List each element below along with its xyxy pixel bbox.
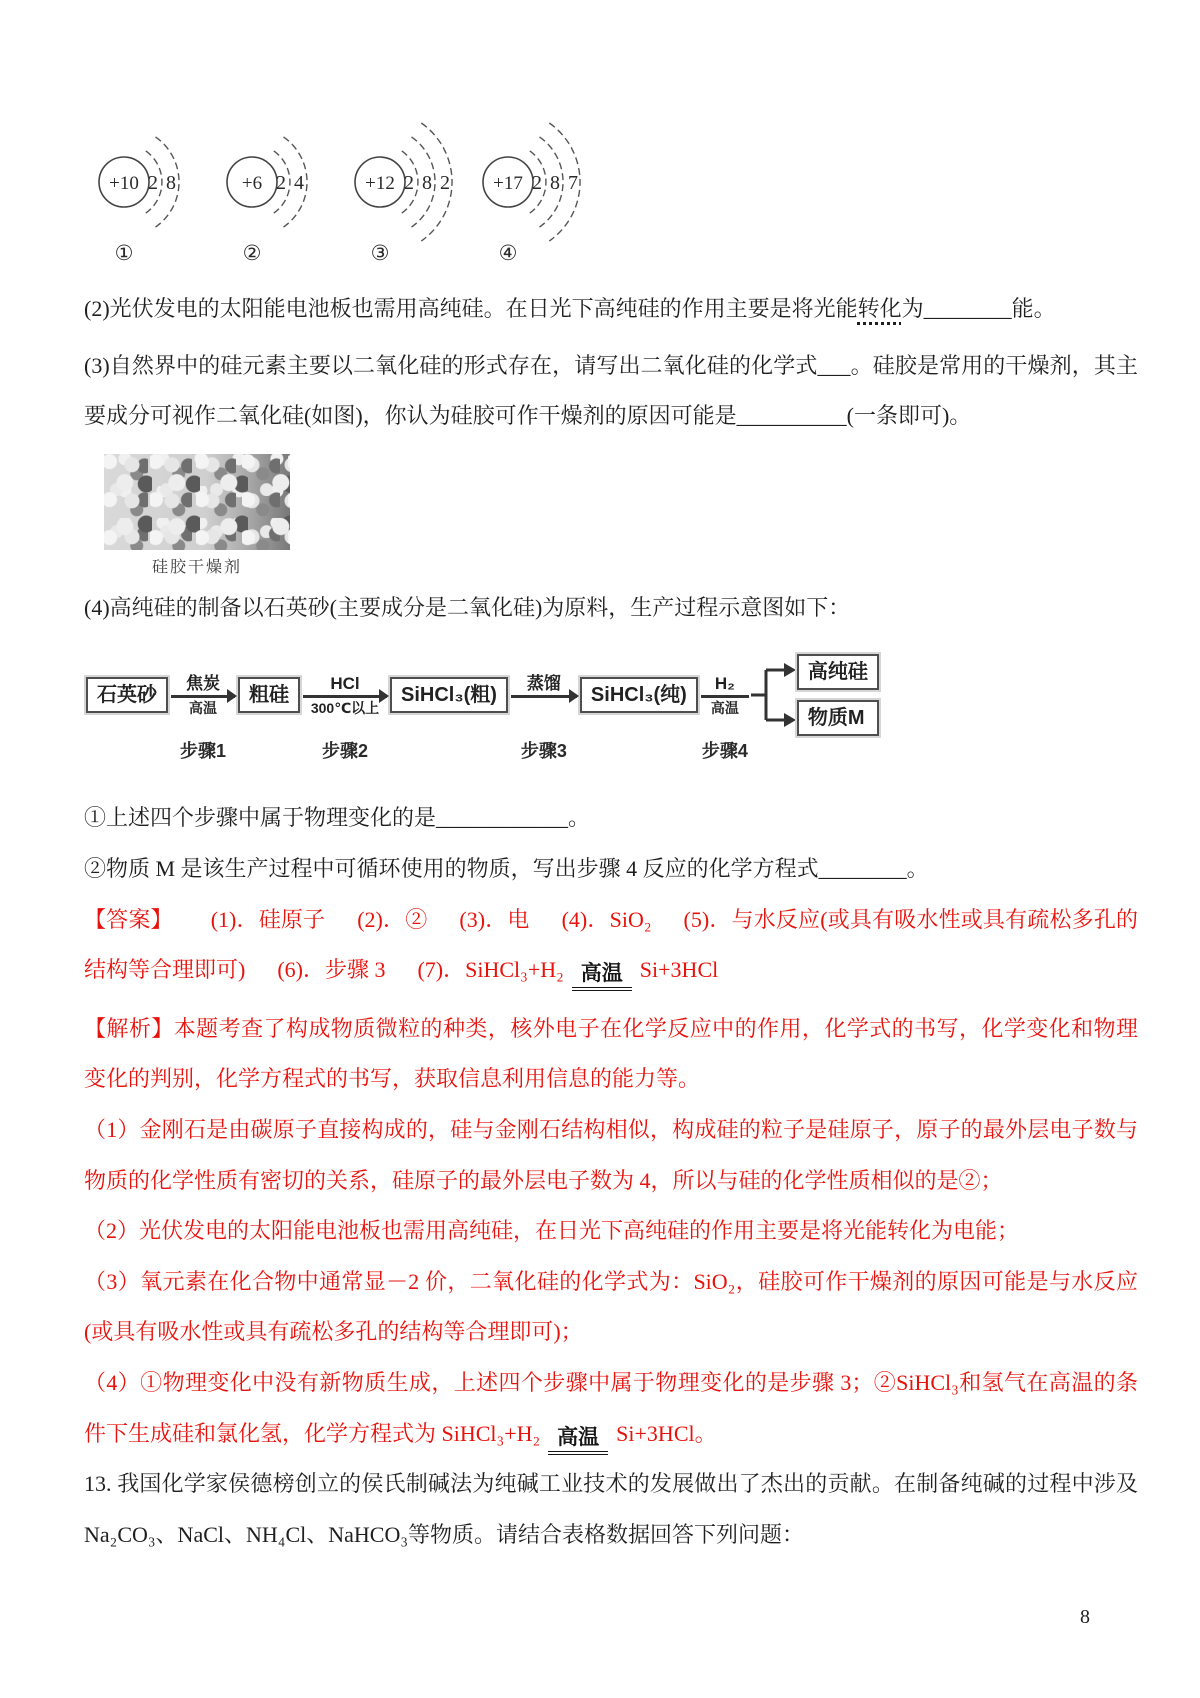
atom-diagram-2 [218, 112, 336, 264]
atom-index-label: ① [114, 241, 134, 264]
shell-count: 2 [404, 172, 414, 194]
arrow-label-below: 高温 [189, 699, 217, 716]
analysis-point-4 [84, 1358, 1138, 1459]
question-4-text: (4)高纯硅的制备以石英砂(主要成分是二氧化硅)为原料，生产过程示意图如下： [84, 594, 851, 620]
flow-box-crude-silicon: 粗硅 [238, 677, 300, 713]
page-number: 8 [1080, 1606, 1090, 1628]
answer-label: 【答案】 [84, 906, 173, 932]
shell-count: 2 [532, 172, 542, 194]
equation-condition: 高温 [572, 962, 632, 991]
step-label-2: 步骤2 [321, 740, 369, 761]
silica-gel-figure [104, 454, 290, 577]
question-2-post: 为________能。 [901, 296, 1056, 321]
arrow-label-above: 焦炭 [186, 673, 220, 693]
answer-block [84, 895, 1138, 996]
question-13-text: 13. 我国化学家侯德榜创立的侯氏制碱法为纯碱工业技术的发展做出了杰出的贡献。在制备纯碱的过程中涉及 Na₂CO₃、NaCl、NH₄Cl、NaHCO₃等物质。请结合表格数据回答下列问题： [84, 1471, 1138, 1547]
flow-box-quartz-sand: 石英砂 [86, 677, 168, 713]
analysis-intro [84, 1004, 1138, 1105]
atom-diagram-3 [346, 112, 464, 264]
shell-count: 8 [166, 172, 176, 194]
flow-arrow-step2 [303, 672, 387, 761]
atom-index-label: ④ [498, 241, 518, 264]
silica-gel-image [104, 454, 290, 550]
analysis-point-1: （1）金刚石是由碳原子直接构成的，硅与金刚石结构相似，构成硅的粒子是硅原子，原子的最外层电子数与物质的化学性质有密切的关系，硅原子的最外层电子数为 4，所以与硅的化学性质相似的是②； [84, 1116, 1138, 1193]
flow-arrow-step4 [701, 672, 749, 761]
shell-count: 2 [276, 172, 286, 194]
flow-arrow-step1 [171, 672, 235, 761]
analysis-point-2: （2）光伏发电的太阳能电池板也需用高纯硅，在日光下高纯硅的作用主要是将光能转化为电能； [84, 1218, 1020, 1244]
flow-box-high-purity-silicon: 高纯硅 [797, 654, 879, 690]
analysis-label: 【解析】 [84, 1015, 174, 1041]
question-2-emphasis: 转化 [857, 296, 902, 321]
analysis-intro-text: 本题考查了构成物质微粒的种类，核外电子在化学反应中的作用，化学式的书写，化学变化和物理变化的判别，化学方程式的书写，获取信息利用信息的能力等。 [84, 1015, 1138, 1092]
nucleus-charge: +10 [109, 173, 139, 194]
flow-box-substance-m: 物质M [797, 700, 879, 736]
flow-output-column [797, 654, 879, 736]
fork-connector [751, 649, 797, 741]
arrow-label-above: 蒸馏 [526, 673, 561, 693]
question-2-pre: (2)光伏发电的太阳能电池板也需用高纯硅。在日光下高纯硅的作用主要是将光能 [84, 296, 858, 321]
shell-count: 2 [440, 172, 450, 194]
analysis-point-4-text: （4）①物理变化中没有新物质生成，上述四个步骤中属于物理变化的是步骤 3；②SiHCl₃和氢气在高温的条件下生成硅和氯化氢，化学方程式为 SiHCl₃+H₂ [84, 1369, 1138, 1446]
answer-item-5: (5)．与水反应(或具有吸水性或具有疏松多孔的结构等合理即可) [84, 906, 1139, 983]
shell-count: 7 [568, 172, 578, 194]
flow-box-sihcl3-pure: SiHCl₃(纯) [580, 677, 698, 713]
arrow-label-below: 300℃以上 [310, 699, 380, 716]
answer-item-4: (4)．SiO₂ [561, 906, 652, 932]
arrow-label-above: H₂ [714, 673, 735, 693]
analysis-block [84, 1004, 1138, 1459]
equation-right-side: Si+3HCl。 [616, 1420, 717, 1446]
sub-question-2: ②物质 M 是该生产过程中可循环使用的物质，写出步骤 4 反应的化学方程式________。 [84, 855, 929, 881]
answer-item-6: (6)．步骤 3 [277, 957, 386, 983]
nucleus-charge: +17 [493, 173, 523, 194]
fork-arrowhead-top [784, 663, 796, 677]
atom-index-label: ② [242, 241, 262, 264]
answer-item-7: (7)．SiHCl₃+H₂ [417, 957, 564, 983]
arrow-line [171, 695, 235, 698]
answer-item-3: (3)．电 [459, 906, 530, 932]
step-label-1: 步骤1 [179, 740, 227, 761]
arrow-line [701, 695, 749, 698]
answer-item-1: (1)．硅原子 [210, 906, 326, 932]
equation-right-side: Si+3HCl [639, 957, 719, 983]
step-label-4: 步骤4 [701, 740, 748, 761]
question-3-text: (3)自然界中的硅元素主要以二氧化硅的形式存在，请写出二氧化硅的化学式___。硅胶是常用的干燥剂，其主要成分可视作二氧化硅(如图)，你认为硅胶可作干燥剂的原因可能是__________(一条即可)。 [84, 352, 1138, 429]
nucleus-charge: +6 [241, 173, 263, 194]
shell-count: 8 [422, 172, 432, 194]
arrow-line [511, 695, 577, 698]
arrow-label-above: HCl [330, 673, 360, 693]
production-flow-diagram [86, 649, 1138, 761]
atomic-structure-diagrams [90, 112, 1138, 264]
shell-count: 8 [550, 172, 560, 194]
shell-count: 2 [148, 172, 158, 194]
sub-question-1: ①上述四个步骤中属于物理变化的是____________。 [84, 805, 591, 831]
flow-box-sihcl3-crude: SiHCl₃(粗) [390, 677, 508, 713]
answer-item-2: (2)．② [357, 906, 428, 932]
step-label-3: 步骤3 [520, 740, 567, 761]
figure-caption: 硅胶干燥剂 [151, 558, 242, 576]
shell-count: 4 [294, 172, 304, 194]
atom-index-label: ③ [370, 241, 390, 264]
arrow-line [303, 695, 387, 698]
nucleus-charge: +12 [365, 173, 395, 194]
flow-arrow-step3 [511, 672, 577, 761]
analysis-point-3: （3）氧元素在化合物中通常显－2 价，二氧化硅的化学式为：SiO₂，硅胶可作干燥剂的原因可能是与水反应(或具有吸水性或具有疏松多孔的结构等合理即可)； [84, 1268, 1138, 1345]
arrow-label-below: 高温 [710, 699, 739, 716]
question-2-text [84, 284, 1138, 335]
atom-diagram-1 [90, 112, 208, 264]
fork-arrowhead-bottom [784, 713, 796, 727]
atom-diagram-4 [474, 112, 592, 264]
equation-condition: 高温 [548, 1426, 608, 1455]
